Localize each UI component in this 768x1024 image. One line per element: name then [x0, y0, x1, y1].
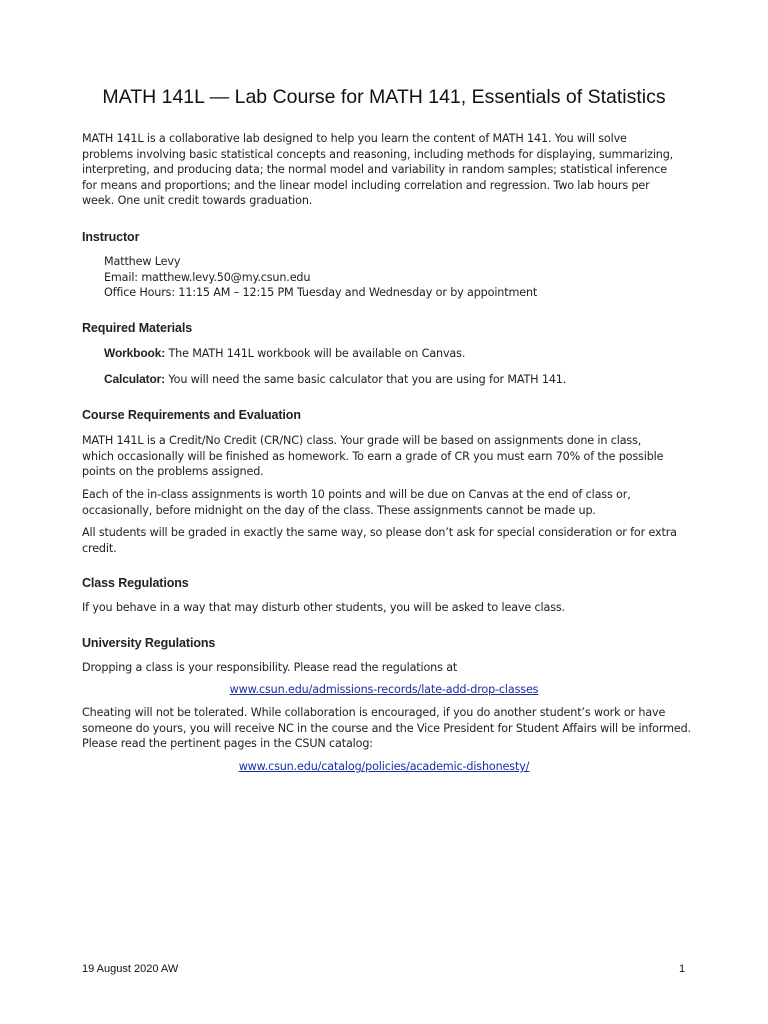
text-line: All students will be graded in exactly the same way, so please don’t ask for special consideration or for extra — [82, 526, 677, 539]
instructor-heading: Instructor — [82, 230, 140, 244]
text-line: occasionally, before midnight on the day of the class. These assignments cannot be made up. — [82, 503, 596, 517]
drop-link-row — [0, 682, 768, 698]
class-regulations-text: If you behave in a way that may disturb other students, you will be asked to leave class. — [82, 601, 565, 614]
requirements-heading: Course Requirements and Evaluation — [82, 408, 301, 422]
requirements-paragraph-1 — [82, 433, 663, 480]
dishonesty-link-row — [0, 759, 768, 775]
page-number: 1 — [679, 963, 686, 975]
text-line: MATH 141L is a Credit/No Credit (CR/NC) class. Your grade will be based on assignments done in class, — [82, 434, 642, 447]
calculator-text: You will need the same basic calculator that you are using for MATH 141. — [165, 373, 567, 386]
text-line: Please read the pertinent pages in the CSUN catalog: — [82, 737, 373, 751]
page-title: MATH 141L — Lab Course for MATH 141, Essentials of Statistics — [102, 86, 666, 108]
university-regulations-heading: University Regulations — [82, 636, 216, 650]
intro-line: interpreting, and producing data; the normal model and variability in random samples; statistical inference — [82, 163, 667, 177]
text-line: someone do yours, you will receive NC in the course and the Vice President for Student Affairs will be informed. — [82, 721, 691, 735]
intro-line: MATH 141L is a collaborative lab designed to help you learn the content of MATH 141. You will solve — [82, 132, 627, 145]
academic-dishonesty-link[interactable]: www.csun.edu/catalog/policies/academic-dishonesty/ — [238, 760, 530, 773]
calculator-label: Calculator: — [104, 372, 166, 386]
intro-line: for means and proportions; and the linear model including correlation and regression. Two lab hours per — [82, 178, 650, 192]
text-line: points on the problems assigned. — [82, 465, 264, 479]
instructor-block — [104, 254, 537, 301]
intro-paragraph — [82, 131, 673, 209]
instructor-name: Matthew Levy — [104, 255, 181, 268]
intro-line: problems involving basic statistical concepts and reasoning, including methods for displaying, summarizing, — [82, 147, 674, 161]
materials-heading: Required Materials — [82, 321, 193, 335]
drop-paragraph: Dropping a class is your responsibility. Please read the regulations at — [82, 661, 458, 674]
class-regulations-heading: Class Regulations — [82, 576, 189, 590]
workbook-label: Workbook: — [104, 346, 166, 360]
calculator-item — [104, 372, 566, 388]
intro-line: week. One unit credit towards graduation. — [82, 194, 313, 208]
workbook-text: The MATH 141L workbook will be available on Canvas. — [165, 347, 466, 360]
requirements-paragraph-3 — [82, 525, 677, 556]
text-line: Each of the in-class assignments is worth 10 points and will be due on Canvas at the end of class or, — [82, 488, 631, 501]
requirements-paragraph-2 — [82, 487, 631, 518]
instructor-email: Email: matthew.levy.50@my.csun.edu — [104, 270, 311, 284]
cheating-paragraph — [82, 705, 691, 752]
office-hours: Office Hours: 11:15 AM – 12:15 PM Tuesday and Wednesday or by appointment — [104, 286, 538, 300]
text-line: credit. — [82, 541, 117, 555]
footer-date: 19 August 2020 AW — [82, 963, 179, 975]
workbook-item — [104, 346, 465, 362]
text-line: which occasionally will be finished as homework. To earn a grade of CR you must earn 70% of the possible — [82, 449, 664, 463]
text-line: Cheating will not be tolerated. While collaboration is encouraged, if you do another student’s work or have — [82, 706, 666, 719]
drop-classes-link[interactable]: www.csun.edu/admissions-records/late-add-drop-classes — [229, 683, 539, 696]
